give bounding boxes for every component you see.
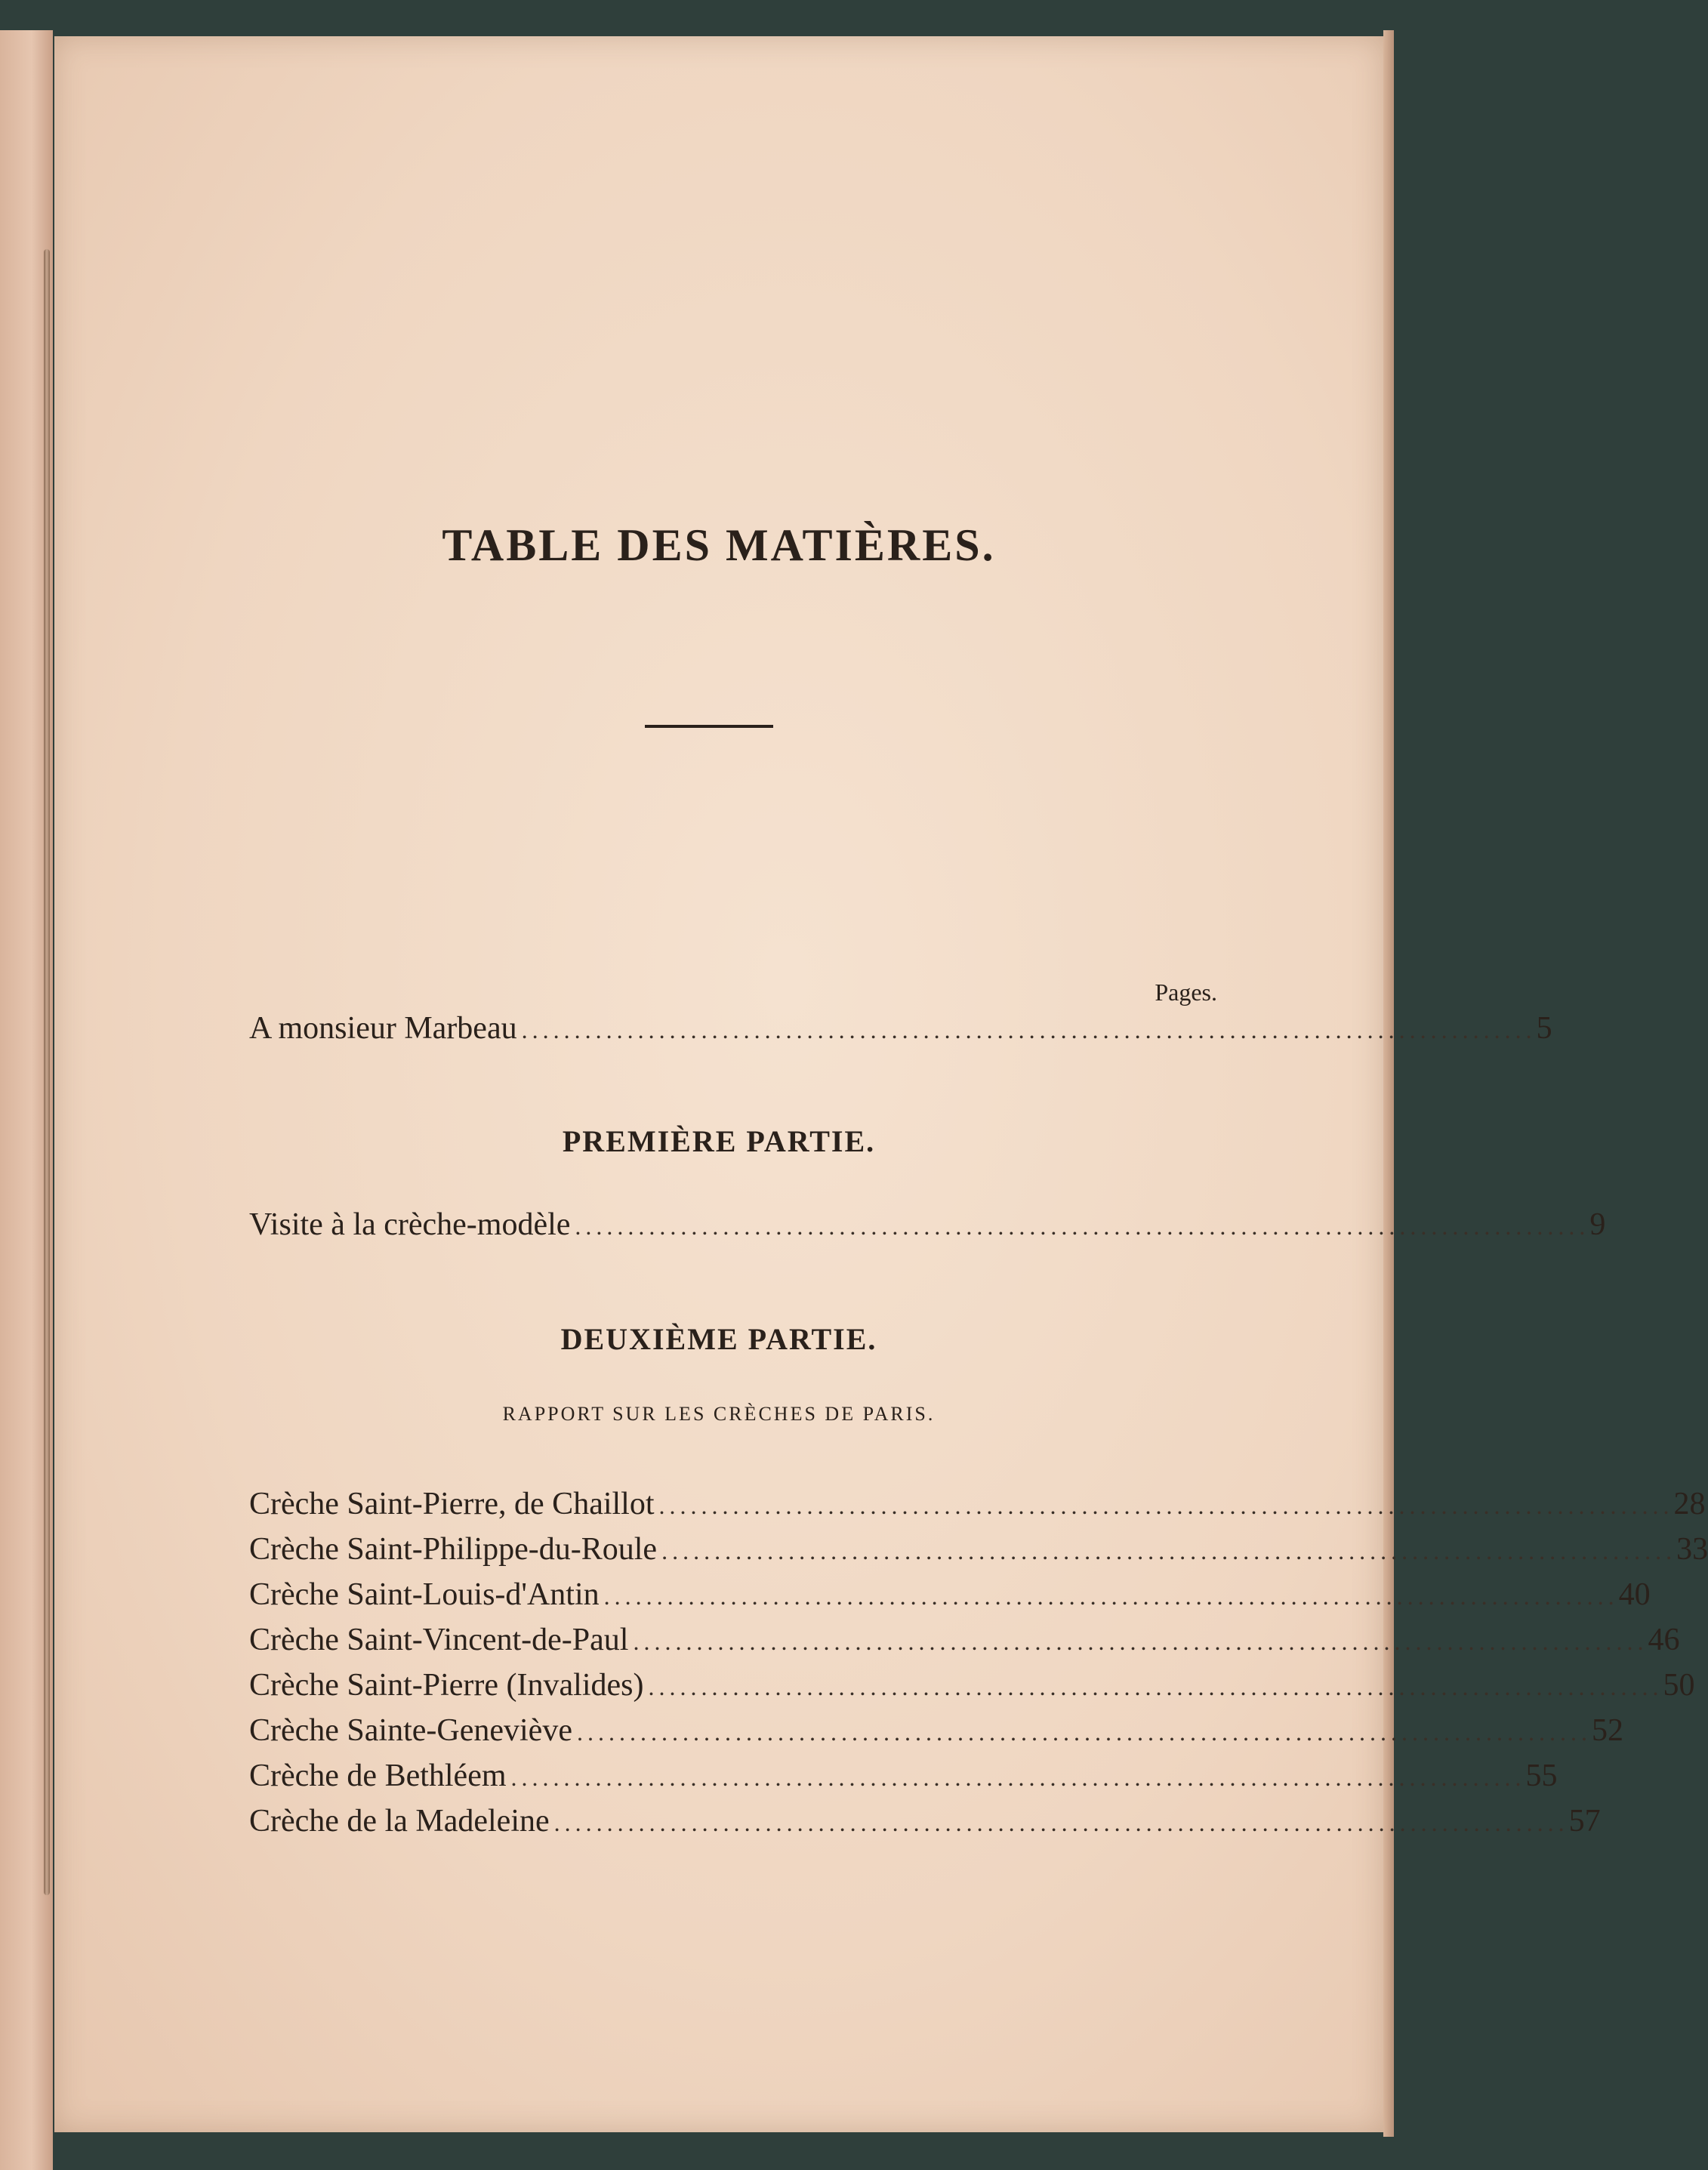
toc-entry-title: Crèche Sainte-Geneviève: [249, 1713, 572, 1748]
toc-entry-title: Crèche de la Madeleine: [249, 1804, 550, 1839]
toc-entry-title: Crèche de Bethléem: [249, 1759, 507, 1793]
toc-entry: [249, 1577, 1651, 1619]
part2-heading: DEUXIÈME PARTIE.: [560, 1322, 877, 1356]
dot-leader: ................................................................................................: [603, 1583, 1619, 1610]
toc-entry-title: Crèche Saint-Pierre (Invalides): [249, 1668, 644, 1703]
toc-entry-page: 33: [1676, 1532, 1708, 1567]
dot-leader: ................................................................................................: [661, 1537, 1677, 1564]
title-rule: [645, 725, 773, 728]
toc-entry-page: 5: [1536, 1011, 1552, 1046]
toc-entry: [249, 1207, 1606, 1249]
toc-entry-title: Visite à la crèche-modèle: [249, 1207, 571, 1242]
dot-leader: ................................................................................................: [510, 1764, 1526, 1791]
toc-entry: [249, 1531, 1708, 1574]
toc-entry-page: 52: [1591, 1713, 1623, 1748]
dot-leader: ................................................................................................: [553, 1809, 1569, 1836]
toc-entry-title: A monsieur Marbeau: [249, 1011, 517, 1046]
dot-leader: ................................................................................................: [648, 1673, 1663, 1700]
part1-heading: PREMIÈRE PARTIE.: [562, 1124, 876, 1158]
toc-entry-title: Crèche Saint-Vincent-de-Paul: [249, 1623, 629, 1657]
toc-entry-page: 55: [1525, 1759, 1558, 1793]
toc-entry: [249, 1712, 1623, 1755]
toc-entry-page: 40: [1618, 1577, 1651, 1612]
toc-entry: [249, 1758, 1558, 1800]
dot-leader: ................................................................................................: [658, 1492, 1674, 1519]
toc-entry-title: Crèche Saint-Louis-d'Antin: [249, 1577, 600, 1612]
book-page: [54, 36, 1708, 2132]
toc-entry-page: 46: [1648, 1623, 1680, 1657]
toc-entry: [249, 1803, 1601, 1845]
dot-leader: ................................................................................................: [576, 1718, 1592, 1746]
toc-entry-title: Crèche Saint-Pierre, de Chaillot: [249, 1487, 655, 1521]
toc-entry: [249, 1622, 1680, 1664]
toc-entry-title: Crèche Saint-Philippe-du-Roule: [249, 1532, 658, 1567]
toc-entry-page: 50: [1663, 1668, 1695, 1703]
part2-subheading: RAPPORT SUR LES CRÈCHES DE PARIS.: [502, 1403, 936, 1425]
dot-leader: ................................................................................................: [521, 1016, 1537, 1043]
page-title: TABLE DES MATIÈRES.: [442, 520, 996, 570]
toc-entry-page: 28: [1673, 1487, 1706, 1521]
toc-entry-page: 57: [1568, 1804, 1601, 1839]
dot-leader: ................................................................................................: [633, 1628, 1648, 1655]
toc-entry: [249, 1667, 1695, 1709]
pages-column-label: Pages.: [1155, 979, 1217, 1006]
toc-entry: [249, 1486, 1706, 1528]
book-spine: [44, 249, 50, 1895]
dot-leader: ................................................................................................: [575, 1213, 1590, 1240]
toc-entry-page: 9: [1589, 1207, 1606, 1242]
toc-entry-preface: [249, 1010, 1552, 1053]
